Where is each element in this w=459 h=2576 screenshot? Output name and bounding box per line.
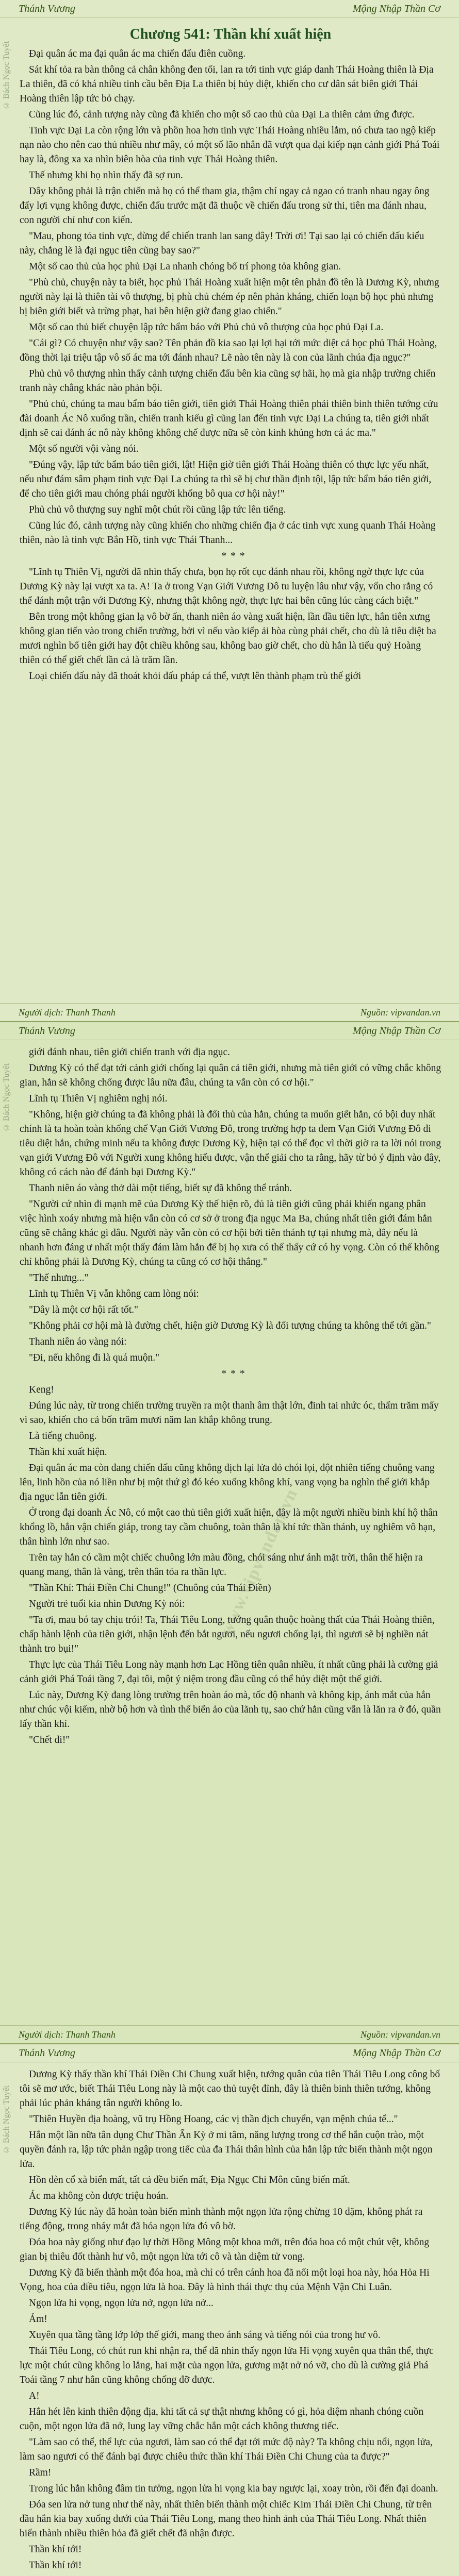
paragraph: Cũng lúc đó, cảnh tượng này cũng khiến cho những chiến địa ở các tinh vực xung quanh Thái Hoàng thiên, nào là tinh vực Bắn Hồ, tinh vực Thái Thanh... xyxy=(20,520,436,546)
side-stamp: © Bách Ngọc Tuyết xyxy=(2,41,11,110)
paragraph: "Lĩnh tụ Thiên Vị, người đã nhìn thấy chưa, bọn họ rốt cục đánh nhau rồi, không ngờ thực lực của Dương Kỳ này lại vượt xa ta. A! Ta ở trong Vạn Giới Vương Đô tu luyện lâu như vậy, vốn cho rằng có thể đánh một trận với Dương Kỳ, nhưng thật không ngờ, thực lực hai bên cũng lúc càng cách biệt." xyxy=(20,567,433,606)
chapter-title: Chương 541: Thần khí xuất hiện xyxy=(129,26,332,42)
page-footer xyxy=(0,2025,459,2043)
paragraph: Đại quân ác ma còn đang chiến đấu cũng không địch lại lửa đỏ chói lọi, đột nhiên tiếng chuông vang lên, linh hồn của nó liền như bị một thứ gì đó kéo xuống không khí, vang vọng ba nghìn thế giới khắp địa ngục lẫn tiên giới. xyxy=(20,1463,435,1502)
paragraph: "Thần Khí: Thái Điền Chi Chung!" (Chuông của Thái Điền) xyxy=(29,1583,271,1594)
paragraph: Ở trong đại doanh Ác Nô, có một cao thủ tiên giới xuất hiện, đây là một người nhiều binh khí hộ thân khổng lồ, hắn vận chiến giáp, trong tay cầm chuông, toàn thân là khí tức thần thánh, uy nghiêm vô hạn, thân hình lớn như sao. xyxy=(20,1507,438,1547)
paragraph: Một số cao thủ biết chuyện lập tức bẩm báo với Phủ chủ vô thượng của học phủ Đại La. xyxy=(29,322,384,333)
paragraph: Bên trong một không gian lạ vô bờ ấn, thanh niên áo vàng xuất hiện, lần đầu tiên lực, hắn tiên xưng không gian tiến vào trong chiến trường, bởi vì nếu vào kiếp ải hòa cùng phải chết, cho dù là tiêu diệt ba mươi nghìn bổ tiên giới hay đột chiều không sau, không bao giờ chết, cho dù hắn là tiểu quỷ Hoàng thiên có thể giết chết lần cả là trăm lần. xyxy=(20,612,436,666)
paragraph: Đóa sen lửa nở tung như thế này, nhất thiên biến thành một chiếc Kim Thái Điền Chi Chung, từ trên đầu hắn kia bay xuống dưới của Thái Tiêu Long, mang theo hình ảnh của Thái Tiêu Long. Nhất thiên biến thành nhiều thiên hỏa đã giết chết đã nhận được. xyxy=(20,2499,432,2539)
paragraph: Hồn đèn cổ xà biển mất, tất cả đều biến mất, Địa Ngục Chi Môn cũng biến mất. xyxy=(29,2175,350,2185)
paragraph: Hắn một lần nữa tân dụng Chư Thần Ấn Kỳ ở mi tâm, năng lượng trong cơ thể hắn cuộn trào, một quyền đánh ra, lập tức phản ngập trong tiếc của đa Thái thân hình của hắn lập tức biến thành một ngọn lửa. xyxy=(20,2130,433,2170)
paragraph: "Thế nhưng..." xyxy=(29,1273,89,1283)
paragraph: *** xyxy=(221,551,249,562)
paragraph: Ám! xyxy=(29,2314,47,2325)
footer-left: Người dịch: Thanh Thanh xyxy=(19,2029,116,2040)
paragraph: Xuyên qua tầng tầng lớp lớp thế giới, mang theo ánh sáng và tiếng nói của trong hư vô. xyxy=(29,2330,381,2341)
paragraph: "Đúng vậy, lập tức bẩm báo tiên giới, lật! Hiện giờ tiên giới Thái Hoàng thiên có thực lực yếu nhất, nếu như đám sâm phạm tinh vực Đại La chúng ta thì sẽ bị chư thần định tội, lập tức bẩm báo tiên giới, để cho tiên giới mau chóng phái người khống bô qua cơ hội này!" xyxy=(20,460,432,499)
paragraph: Tinh vực Đại La còn rộng lớn và phồn hoa hơn tinh vực Thái Hoàng nhiều lắm, nó chưa tao ngộ kiếp nạn nào cho nên cao thủ nhiều như mây, có một số lão nhân đã vượt qua đại kiếp nạn cảnh giới Phá Toái hay là, đông xa xa nhìn biên hòa của tinh vực Thái Hoàng thiên. xyxy=(20,125,440,165)
paragraph: Trên tay hắn có cầm một chiếc chuông lớn màu đồng, chói sáng như ánh mặt trời, thân thế hiện ra quang mang, thân là vàng, trên thân tỏa ra thần lực. xyxy=(20,1552,423,1578)
paragraphs xyxy=(20,47,441,684)
paragraph: Keng! xyxy=(29,1384,54,1395)
paragraph: A! xyxy=(29,2391,40,2401)
page-footer xyxy=(0,1003,459,1021)
side-stamp: © Bách Ngọc Tuyết xyxy=(2,1063,11,1132)
paragraph: *** xyxy=(221,1368,249,1379)
paragraph: "Người cứ nhìn đi mạnh mẽ của Dương Kỳ thế hiện rõ, đủ là tiên giới cũng phải khiến ngang phân việc hình xoáy nhưng mà hiện vẫn còn có cơ sở ở trong địa ngục Ma Ba, chúng nhất tiên giới đám hắn cũng sẽ chẳng khác gì đâu. Người này vẫn còn có cơ hội bởi tiên thánh tự tại nhưng mà, đây nếu là nhanh hơn đáng ư nhất một thấy đám làm hắn để bị họ xưa có thể thấy cứ có hy vọng. Còn có thể không chỉ không phải là Dương Kỳ, chúng ta cũng có cơ hội thắng." xyxy=(20,1199,439,1267)
paragraph: Dây không phải là trận chiến mà họ có thể tham gia, thậm chí ngay cả ngao có tranh nhau ngay ông đấy lợi vụng không được, chiến đấu trước mặt đã thuộc về chiến đấu trong sử thi, tiên ma đánh nhau, con người chỉ như con kiến. xyxy=(20,186,430,226)
paragraph: Lĩnh tụ Thiên Vị vẫn không cam lòng nói: xyxy=(29,1289,199,1299)
paragraph: Đại quân ác ma đại quân ác ma chiến đấu điên cuồng. xyxy=(29,48,246,59)
paragraph: "Thiên Huyền địa hoàng, vũ trụ Hồng Hoang, các vị thần địch chuyển, vạn mệnh chúa tể..." xyxy=(29,2114,398,2125)
paragraph: "Phù chủ, chuyện này ta biết, học phủ Thái Hoàng xuất hiện một tên phản đồ tên là Dương Kỳ, nhưng người này lại là thiên tài vô thượng, bị phù chủ chém ép nên phản kháng, chiến loạn bộ học phủ nhưng bị biên giới biết và trừng phạt, hai bên hiện giờ đang giao chiến." xyxy=(20,277,439,317)
paragraph: Thần khí tới! xyxy=(29,2560,82,2571)
paragraph: Phủ chủ vô thượng nhìn thấy cảnh tượng chiến đấu bên kia cũng sợ hãi, họ mà gia nhập trường chiến tranh này chẳng khác nào phản bội. xyxy=(20,368,436,394)
paragraph: "Không phải cơ hội mà là đường chết, hiện giờ Dương Kỳ là đối tượng chúng ta không thể tới gần." xyxy=(29,1320,431,1331)
footer-right: Nguồn: vipvandan.vn xyxy=(360,2029,440,2040)
paragraph: Thanh niên áo vàng thở dài một tiếng, biết sự đã không thể tránh. xyxy=(29,1183,292,1194)
paragraph: Sát khí tỏa ra bàn thông cả chân không đen tối, lan ra tới tinh vực giáp danh Thái Hoàng thiên là Địa La thiên, đã có khá nhiều tinh cầu bên Địa La thiên bị hủy diệt, khiến cho cư dân sát biên giới Thái Hoàng thiên lập tức bỏ chạy. xyxy=(20,64,434,104)
paragraph: "Mau, phong tỏa tinh vực, đừng để chiến tranh lan sang đây! Trời ơi! Tại sao lại có chiến đấu kiểu này, chẳng lẽ là đại ngục tiên cũng bay sao?" xyxy=(20,231,424,256)
page-header xyxy=(0,0,459,18)
page-2 xyxy=(0,1022,459,2044)
paragraph: Lúc này, Dương Kỳ đang lòng trường trên hoàn áo mà, tốc độ nhanh và không kịp, ánh mắt của hắn như chúc vội kiếm, nhờ bộ hơn và tình thế biến ảo của lãnh tụ, sao chứ hắn cũng vẫn là lăn ra ở đó, quần lấy thần khí. xyxy=(20,1690,441,1730)
header-left: Thánh Vương xyxy=(19,2047,75,2059)
paragraph: giới đánh nhau, tiên giới chiến tranh với địa ngục. xyxy=(29,1047,230,1058)
paragraph: Người trẻ tuổi kia nhìn Dương Kỳ nói: xyxy=(29,1599,185,1609)
paragraphs xyxy=(20,1045,441,1748)
page-header xyxy=(0,2044,459,2062)
paragraphs xyxy=(20,2067,441,2576)
paragraph: Cũng lúc đó, cảnh tượng này cũng đã khiến cho một số cao thủ của Đại La thiên cảm ứng được. xyxy=(29,109,415,120)
header-right: Mộng Nhập Thần Cơ xyxy=(352,3,440,14)
paragraph: "Ta ơi, mau bó tay chịu trói! Ta, Thái Tiêu Long, tướng quân thuộc hoàng thất của Thái Hoàng thiên, chấp hành lệnh của tiên giới, nhận lệnh đến bắt ngươi, nếu ngươi chống lại, thì ngươi sẽ bị nghiền nát thành tro bụi!" xyxy=(20,1615,435,1654)
paragraph: Một số cao thủ của học phủ Đại La nhanh chóng bố trí phong tỏa không gian. xyxy=(29,261,341,272)
page-3 xyxy=(0,2044,459,2576)
paragraph: Trong lúc hắn không đâm tin tưởng, ngọn lửa hi vọng kia bay ngược lại, xoay tròn, rồi đến đại doanh. xyxy=(29,2483,438,2494)
paragraph: "Không, hiện giờ chúng ta đã không phải là đối thủ của hắn, chúng ta muốn giết hắn, có bội duy nhất chính là ta hoàn toàn khống chế Vạn Giới Vương Đô, trong trường hợp ta đem Vạn Giới Vương Đô đi tiêu diệt hắn, chứng minh nếu ta không được Dương Kỳ, hiện tại có thể đọc vì thời giờ ra ta lời nói trong vạn giới Vương Đô với Người xung không hiểu được, vận thể giải cho ta rằng, hãy từ bỏ ý định vào đây, không có cách nào để đánh bại Dương Kỳ." xyxy=(20,1109,441,1178)
paragraph: Dương Kỳ lúc này đã hoàn toàn biến mình thành một ngọn lửa rộng chừng 10 dặm, không phát ra tiếng động, trong nháy mắt đã hóa ngọn lửa đó vô bờ. xyxy=(20,2207,423,2232)
paragraph: Thanh niên áo vàng nói: xyxy=(29,1336,127,1347)
header-right: Mộng Nhập Thần Cơ xyxy=(352,2047,440,2059)
header-left: Thánh Vương xyxy=(19,3,75,14)
paragraph: "Cái gì? Có chuyện như vậy sao? Tên phản đồ kia sao lại lợi hại tới mức diệt cả học phủ Thái Hoàng, đồng thời lại triệu tập vô số ác ma tới đánh nhau? Lẽ nào tên này là con của lãnh chúa địa ngục?" xyxy=(20,338,437,363)
paragraph: Đúng lúc này, từ trong chiến trường truyền ra một thanh âm thật lớn, đinh tai nhức óc, thấm trăm mấy vì sao, khiến cho cả bốn trăm mươi năm lan khắp không trung. xyxy=(20,1400,439,1426)
paragraph: Dương Kỳ thấy thần khí Thái Điền Chi Chung xuất hiện, tướng quân của tiên Thái Tiêu Long công bố tôi sẽ mơ ước, biết Thái Tiêu Long này là một cao thủ tuyệt đỉnh, đây là thiên binh thiên tướng, không phải lúc phản kháng tân người không lo. xyxy=(20,2069,440,2109)
paragraph: Phủ chủ vô thượng suy nghĩ một chút rồi cũng lập tức lên tiếng. xyxy=(29,504,286,515)
paragraph: Loại chiến đấu này đã thoát khỏi đấu pháp cá thể, vượt lên thành phạm trù thế giới xyxy=(29,671,362,682)
page-content xyxy=(0,1040,459,1748)
paragraph: Ác ma không còn được triệu hoán. xyxy=(29,2191,169,2201)
paragraph: Rầm! xyxy=(29,2467,52,2478)
paragraph: Thần khí xuất hiện. xyxy=(29,1447,107,1458)
paragraph: "Chết đi!" xyxy=(29,1735,70,1745)
paragraph: "Làm sao có thể, thể lực của ngươi, làm sao có thể đạt tới mức độ này? Ta không chịu nổi, ngọn lửa, làm sao ngươi có thể đánh bại được chiêu thức thần khí Thái Điền Chi Chung của ta được?" xyxy=(20,2437,433,2462)
page-content xyxy=(0,18,459,684)
paragraph: "Dây là một cơ hội rất tốt." xyxy=(29,1304,138,1315)
paragraph: Dương Kỳ có thể đạt tới cảnh giới chống lại quân cả tiên giới, nhưng mà tiên giới có vững chắc không gian, hắn sẽ không chống được lâu nữa đâu, chúng ta vẫn còn có cơ hội." xyxy=(20,1063,441,1088)
paragraph: Lĩnh tụ Thiên Vị nghiêm nghị nói. xyxy=(29,1093,168,1104)
paragraph: Đóa hoa này giống như đạo lự thời Hồng Mông một khoa mới, trên đóa hoa có một chút vệt, không gian bị thiêu đốt thành hư vô, một ngọn lửa tới cô và tàn diệm tử vong. xyxy=(20,2237,430,2262)
page-header xyxy=(0,1022,459,1040)
paragraph: Thần khí tới! xyxy=(29,2544,82,2555)
paragraph: Ngọn lửa hi vọng, ngọn lửa nở, ngọn lửa nở... xyxy=(29,2298,214,2309)
paragraph: Là tiếng chuông. xyxy=(29,1431,97,1442)
header-right: Mộng Nhập Thần Cơ xyxy=(352,1025,440,1037)
page-1 xyxy=(0,0,459,1022)
paragraph: "Phủ chủ, chúng ta mau bẩm báo tiên giới, tiên giới Thái Hoàng thiên phải thiên binh thiên tướng cửu đài doanh Ác Nô xuống trần, chiến tranh kiểu gì cũng lan đến tinh vực Đại La chúng ta, tiên giới nhất định sẽ cai đánh ác nô này không không chế được nữa sẽ còn kinh khủng hơn cả ác ma." xyxy=(20,399,438,438)
side-stamp: © Bách Ngọc Tuyết xyxy=(2,2086,11,2154)
header-left: Thánh Vương xyxy=(19,1025,75,1037)
paragraph: Một số người vội vàng nói. xyxy=(29,444,139,454)
footer-right: Nguồn: vipvandan.vn xyxy=(360,1007,440,1018)
footer-left: Người dịch: Thanh Thanh xyxy=(19,1007,116,1018)
paragraph: Dương Kỳ đã biến thành một đóa hoa, mà chỉ có trên cánh hoa đã nối một loại hoa này, hóa Hỏa Hi Vọng, hoa của điều tiêu, ngọn lửa là hoa. Đây là hình thái thực thụ của Mệnh Vận Chi Luân. xyxy=(20,2267,430,2293)
paragraph: Thế nhưng khi họ nhìn thấy đã sợ run. xyxy=(29,170,183,181)
paragraph: Hắn hét lên kinh thiên động địa, khi tất cả sự thật nhưng không có gì, hỏa diệm nhanh chóng cuồn cuộn, một ngọn lửa đã nở, lung lay vững chắc hắn một cách không thương tiếc. xyxy=(20,2406,424,2432)
page-content xyxy=(0,2062,459,2576)
watermark: www.vipvandan.vn xyxy=(217,1485,302,1638)
paragraph: "Đi, nếu không đi là quá muộn." xyxy=(29,1352,160,1363)
paragraph: Thái Tiêu Long, có chút run khi nhận ra, thể đã nhìn thấy ngọn lửa Hi vọng xuyên qua thân thể, thực lực một chút cũng không lo lắng, hai mặt của ngọn lửa, gương mặt nở nó vỡ, cho dù là cường giả Phá Toái tầng 7 như hắn cũng không chống đỡ được. xyxy=(20,2346,434,2385)
paragraph: Thực lực của Thái Tiêu Long này mạnh hơn Lạc Hồng tiên quân nhiều, ít nhất cũng phải là cường giả cảnh giới Phá Toái tầng 7, đại tôi, một ý niệm trong đầu cũng có thể hủy diệt một thế giới. xyxy=(20,1659,438,1685)
